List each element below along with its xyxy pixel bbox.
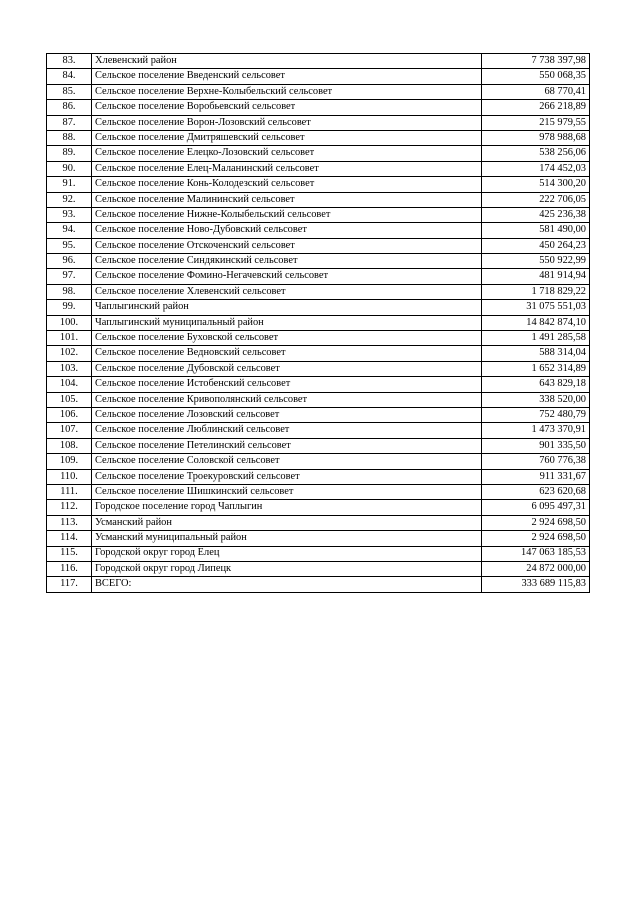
table-row: [47, 69, 590, 84]
municipality-name-cell: Сельское поселение Елец-Маланинский сельсовет: [92, 161, 482, 176]
amount-cell: 24 872 000,00: [482, 561, 590, 576]
amount-cell: 1 718 829,22: [482, 284, 590, 299]
municipality-name-cell: Городской округ город Липецк: [92, 561, 482, 576]
amount-cell: 911 331,67: [482, 469, 590, 484]
municipality-name-cell: ВСЕГО:: [92, 577, 482, 592]
table-row: [47, 315, 590, 330]
amount-cell: 2 924 698,50: [482, 515, 590, 530]
amount-cell: 1 491 285,58: [482, 331, 590, 346]
table-row: [47, 438, 590, 453]
row-number-cell: 88.: [47, 130, 92, 145]
municipality-name-cell: Сельское поселение Ворон-Лозовский сельсовет: [92, 115, 482, 130]
municipality-name-cell: Усманский муниципальный район: [92, 531, 482, 546]
table-row: [47, 207, 590, 222]
row-number-cell: 94.: [47, 223, 92, 238]
row-number-cell: 91.: [47, 177, 92, 192]
table-row: [47, 515, 590, 530]
table-row: [47, 284, 590, 299]
row-number-cell: 107.: [47, 423, 92, 438]
table-row: [47, 146, 590, 161]
municipality-name-cell: Сельское поселение Шишкинский сельсовет: [92, 484, 482, 499]
table-row: [47, 377, 590, 392]
table-row: [47, 54, 590, 69]
budget-allocation-table: [46, 53, 590, 593]
municipality-name-cell: Сельское поселение Дубовской сельсовет: [92, 361, 482, 376]
table-row: [47, 269, 590, 284]
row-number-cell: 114.: [47, 531, 92, 546]
municipality-name-cell: Усманский район: [92, 515, 482, 530]
row-number-cell: 89.: [47, 146, 92, 161]
table-row: [47, 531, 590, 546]
table-row: [47, 331, 590, 346]
municipality-name-cell: Сельское поселение Соловской сельсовет: [92, 454, 482, 469]
municipality-name-cell: Сельское поселение Малининский сельсовет: [92, 192, 482, 207]
row-number-cell: 86.: [47, 100, 92, 115]
table-row: [47, 484, 590, 499]
row-number-cell: 102.: [47, 346, 92, 361]
municipality-name-cell: Сельское поселение Буховской сельсовет: [92, 331, 482, 346]
amount-cell: 588 314,04: [482, 346, 590, 361]
amount-cell: 514 300,20: [482, 177, 590, 192]
row-number-cell: 99.: [47, 300, 92, 315]
row-number-cell: 96.: [47, 254, 92, 269]
row-number-cell: 108.: [47, 438, 92, 453]
municipality-name-cell: Сельское поселение Троекуровский сельсовет: [92, 469, 482, 484]
municipality-name-cell: Чаплыгинский район: [92, 300, 482, 315]
table-row: [47, 361, 590, 376]
row-number-cell: 109.: [47, 454, 92, 469]
row-number-cell: 101.: [47, 331, 92, 346]
row-number-cell: 83.: [47, 54, 92, 69]
amount-cell: 14 842 874,10: [482, 315, 590, 330]
table-row: [47, 561, 590, 576]
row-number-cell: 111.: [47, 484, 92, 499]
amount-cell: 147 063 185,53: [482, 546, 590, 561]
table-row: [47, 115, 590, 130]
table-row: [47, 577, 590, 592]
table-row: [47, 177, 590, 192]
amount-cell: 752 480,79: [482, 407, 590, 422]
municipality-name-cell: Сельское поселение Елецко-Лозовский сельсовет: [92, 146, 482, 161]
row-number-cell: 92.: [47, 192, 92, 207]
table-row: [47, 423, 590, 438]
row-number-cell: 117.: [47, 577, 92, 592]
amount-cell: 450 264,23: [482, 238, 590, 253]
municipality-name-cell: Сельское поселение Люблинский сельсовет: [92, 423, 482, 438]
municipality-name-cell: Сельское поселение Кривополянский сельсовет: [92, 392, 482, 407]
amount-cell: 7 738 397,98: [482, 54, 590, 69]
amount-cell: 425 236,38: [482, 207, 590, 222]
amount-cell: 215 979,55: [482, 115, 590, 130]
amount-cell: 901 335,50: [482, 438, 590, 453]
row-number-cell: 90.: [47, 161, 92, 176]
municipality-name-cell: Сельское поселение Дмитряшевский сельсовет: [92, 130, 482, 145]
municipality-name-cell: Городское поселение город Чаплыгин: [92, 500, 482, 515]
table-row: [47, 300, 590, 315]
row-number-cell: 93.: [47, 207, 92, 222]
table-row: [47, 392, 590, 407]
municipality-name-cell: Сельское поселение Конь-Колодезский сельсовет: [92, 177, 482, 192]
table-row: [47, 130, 590, 145]
amount-cell: 1 652 314,89: [482, 361, 590, 376]
table-row: [47, 407, 590, 422]
row-number-cell: 100.: [47, 315, 92, 330]
table-row: [47, 454, 590, 469]
municipality-name-cell: Сельское поселение Введенский сельсовет: [92, 69, 482, 84]
row-number-cell: 113.: [47, 515, 92, 530]
row-number-cell: 98.: [47, 284, 92, 299]
row-number-cell: 87.: [47, 115, 92, 130]
table-row: [47, 546, 590, 561]
municipality-name-cell: Сельское поселение Ново-Дубовский сельсовет: [92, 223, 482, 238]
municipality-name-cell: Сельское поселение Отскоченский сельсовет: [92, 238, 482, 253]
table-body: [47, 54, 590, 593]
amount-cell: 643 829,18: [482, 377, 590, 392]
amount-cell: 2 924 698,50: [482, 531, 590, 546]
amount-cell: 338 520,00: [482, 392, 590, 407]
municipality-name-cell: Сельское поселение Фомино-Негачевский сельсовет: [92, 269, 482, 284]
municipality-name-cell: Чаплыгинский муниципальный район: [92, 315, 482, 330]
row-number-cell: 97.: [47, 269, 92, 284]
table-row: [47, 238, 590, 253]
amount-cell: 222 706,05: [482, 192, 590, 207]
row-number-cell: 85.: [47, 84, 92, 99]
table-row: [47, 500, 590, 515]
amount-cell: 550 922,99: [482, 254, 590, 269]
amount-cell: 31 075 551,03: [482, 300, 590, 315]
municipality-name-cell: Сельское поселение Истобенский сельсовет: [92, 377, 482, 392]
row-number-cell: 106.: [47, 407, 92, 422]
amount-cell: 6 095 497,31: [482, 500, 590, 515]
amount-cell: 68 770,41: [482, 84, 590, 99]
row-number-cell: 84.: [47, 69, 92, 84]
table-row: [47, 346, 590, 361]
amount-cell: 266 218,89: [482, 100, 590, 115]
table-row: [47, 254, 590, 269]
municipality-name-cell: Сельское поселение Ведновский сельсовет: [92, 346, 482, 361]
table-row: [47, 469, 590, 484]
table-row: [47, 161, 590, 176]
table-row: [47, 100, 590, 115]
amount-cell: 481 914,94: [482, 269, 590, 284]
municipality-name-cell: Сельское поселение Хлевенский сельсовет: [92, 284, 482, 299]
amount-cell: 538 256,06: [482, 146, 590, 161]
municipality-name-cell: Сельское поселение Петелинский сельсовет: [92, 438, 482, 453]
row-number-cell: 115.: [47, 546, 92, 561]
municipality-name-cell: Сельское поселение Лозовский сельсовет: [92, 407, 482, 422]
municipality-name-cell: Сельское поселение Нижне-Колыбельский сельсовет: [92, 207, 482, 222]
amount-cell: 333 689 115,83: [482, 577, 590, 592]
amount-cell: 581 490,00: [482, 223, 590, 238]
municipality-name-cell: Сельское поселение Верхне-Колыбельский сельсовет: [92, 84, 482, 99]
row-number-cell: 105.: [47, 392, 92, 407]
amount-cell: 550 068,35: [482, 69, 590, 84]
table-row: [47, 192, 590, 207]
municipality-name-cell: Городской округ город Елец: [92, 546, 482, 561]
row-number-cell: 95.: [47, 238, 92, 253]
table-row: [47, 84, 590, 99]
amount-cell: 1 473 370,91: [482, 423, 590, 438]
municipality-name-cell: Сельское поселение Синдякинский сельсовет: [92, 254, 482, 269]
row-number-cell: 110.: [47, 469, 92, 484]
table-row: [47, 223, 590, 238]
row-number-cell: 116.: [47, 561, 92, 576]
amount-cell: 623 620,68: [482, 484, 590, 499]
row-number-cell: 103.: [47, 361, 92, 376]
municipality-name-cell: Хлевенский район: [92, 54, 482, 69]
amount-cell: 978 988,68: [482, 130, 590, 145]
row-number-cell: 112.: [47, 500, 92, 515]
amount-cell: 760 776,38: [482, 454, 590, 469]
municipality-name-cell: Сельское поселение Воробьевский сельсовет: [92, 100, 482, 115]
row-number-cell: 104.: [47, 377, 92, 392]
amount-cell: 174 452,03: [482, 161, 590, 176]
